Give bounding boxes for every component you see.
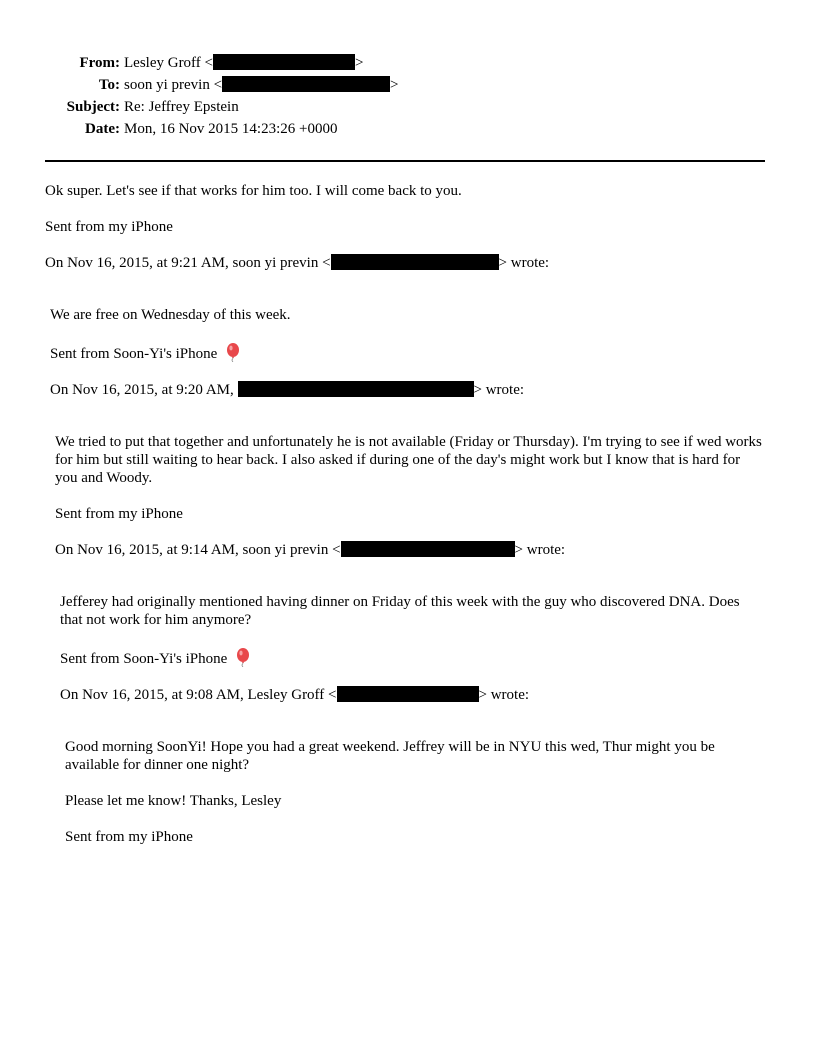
from-row (0, 52, 816, 74)
signature-text: Sent from Soon-Yi's iPhone (50, 346, 218, 362)
attribution-suffix: > wrote: (514, 542, 566, 558)
date-row (0, 118, 816, 140)
reply-attribution (50, 381, 765, 399)
redaction-box (341, 541, 515, 557)
reply-attribution (55, 541, 765, 559)
to-row (0, 74, 816, 96)
quoted-message-4 (65, 738, 765, 846)
balloon-icon (233, 647, 253, 667)
signature-text: Sent from Soon-Yi's iPhone (60, 651, 228, 667)
attribution-suffix: > wrote: (473, 382, 525, 398)
header-divider (45, 160, 765, 162)
signature (60, 647, 765, 668)
redaction-box (331, 254, 499, 270)
signature: Sent from my iPhone (55, 506, 183, 522)
message-body: Ok super. Let's see if that works for him too. I will come back to you. (45, 183, 462, 199)
from-close: > (355, 55, 364, 71)
to-value (120, 74, 399, 96)
signature (50, 342, 765, 363)
to-name: soon yi previn < (124, 77, 223, 93)
attribution-text: On Nov 16, 2015, at 9:21 AM, soon yi previn < (45, 255, 331, 271)
subject-value: Re: Jeffrey Epstein (124, 99, 239, 115)
date-value: Mon, 16 Nov 2015 14:23:26 +0000 (124, 121, 338, 137)
email-header (0, 52, 816, 140)
balloon-icon (223, 342, 243, 362)
date-label: Date: (85, 121, 120, 137)
closing-line: Please let me know! Thanks, Lesley (65, 793, 282, 809)
subject-row (0, 96, 816, 118)
signature: Sent from my iPhone (65, 829, 193, 845)
from-value (120, 52, 363, 74)
message-body: Good morning SoonYi! Hope you had a great weekend. Jeffrey will be in NYU this wed, Thur might you be available for dinner one night? (65, 739, 715, 773)
attribution-text: On Nov 16, 2015, at 9:08 AM, Lesley Groff < (60, 687, 337, 703)
from-name: Lesley Groff < (124, 55, 213, 71)
attribution-text: On Nov 16, 2015, at 9:14 AM, soon yi previn < (55, 542, 341, 558)
attribution-text: On Nov 16, 2015, at 9:20 AM, (50, 382, 238, 398)
reply-attribution (60, 686, 765, 704)
attribution-suffix: > wrote: (498, 255, 550, 271)
to-close: > (390, 77, 399, 93)
message-body: Jefferey had originally mentioned having dinner on Friday of this week with the guy who discovered DNA. Does that not work for him anymore? (60, 594, 740, 628)
message-body: We are free on Wednesday of this week. (50, 307, 291, 323)
redaction-box (238, 381, 474, 397)
quoted-message-3 (60, 593, 765, 846)
redaction-box (222, 76, 390, 92)
to-label: To: (98, 77, 120, 93)
redaction-box (337, 686, 479, 702)
message-body: We tried to put that together and unfortunately he is not available (Friday or Thursday). I'm trying to see if wed works for him but still waiting to hear back. I also asked if during one of the day's might work but I know that is hard for you and Woody. (55, 434, 762, 486)
reply-attribution (45, 254, 765, 272)
attribution-suffix: > wrote: (478, 687, 530, 703)
quoted-message-1 (50, 306, 765, 846)
redaction-box (213, 54, 355, 70)
subject-label: Subject: (66, 99, 120, 115)
email-body (45, 182, 765, 864)
from-label: From: (79, 55, 120, 71)
quoted-message-2 (55, 433, 765, 846)
signature: Sent from my iPhone (45, 219, 173, 235)
